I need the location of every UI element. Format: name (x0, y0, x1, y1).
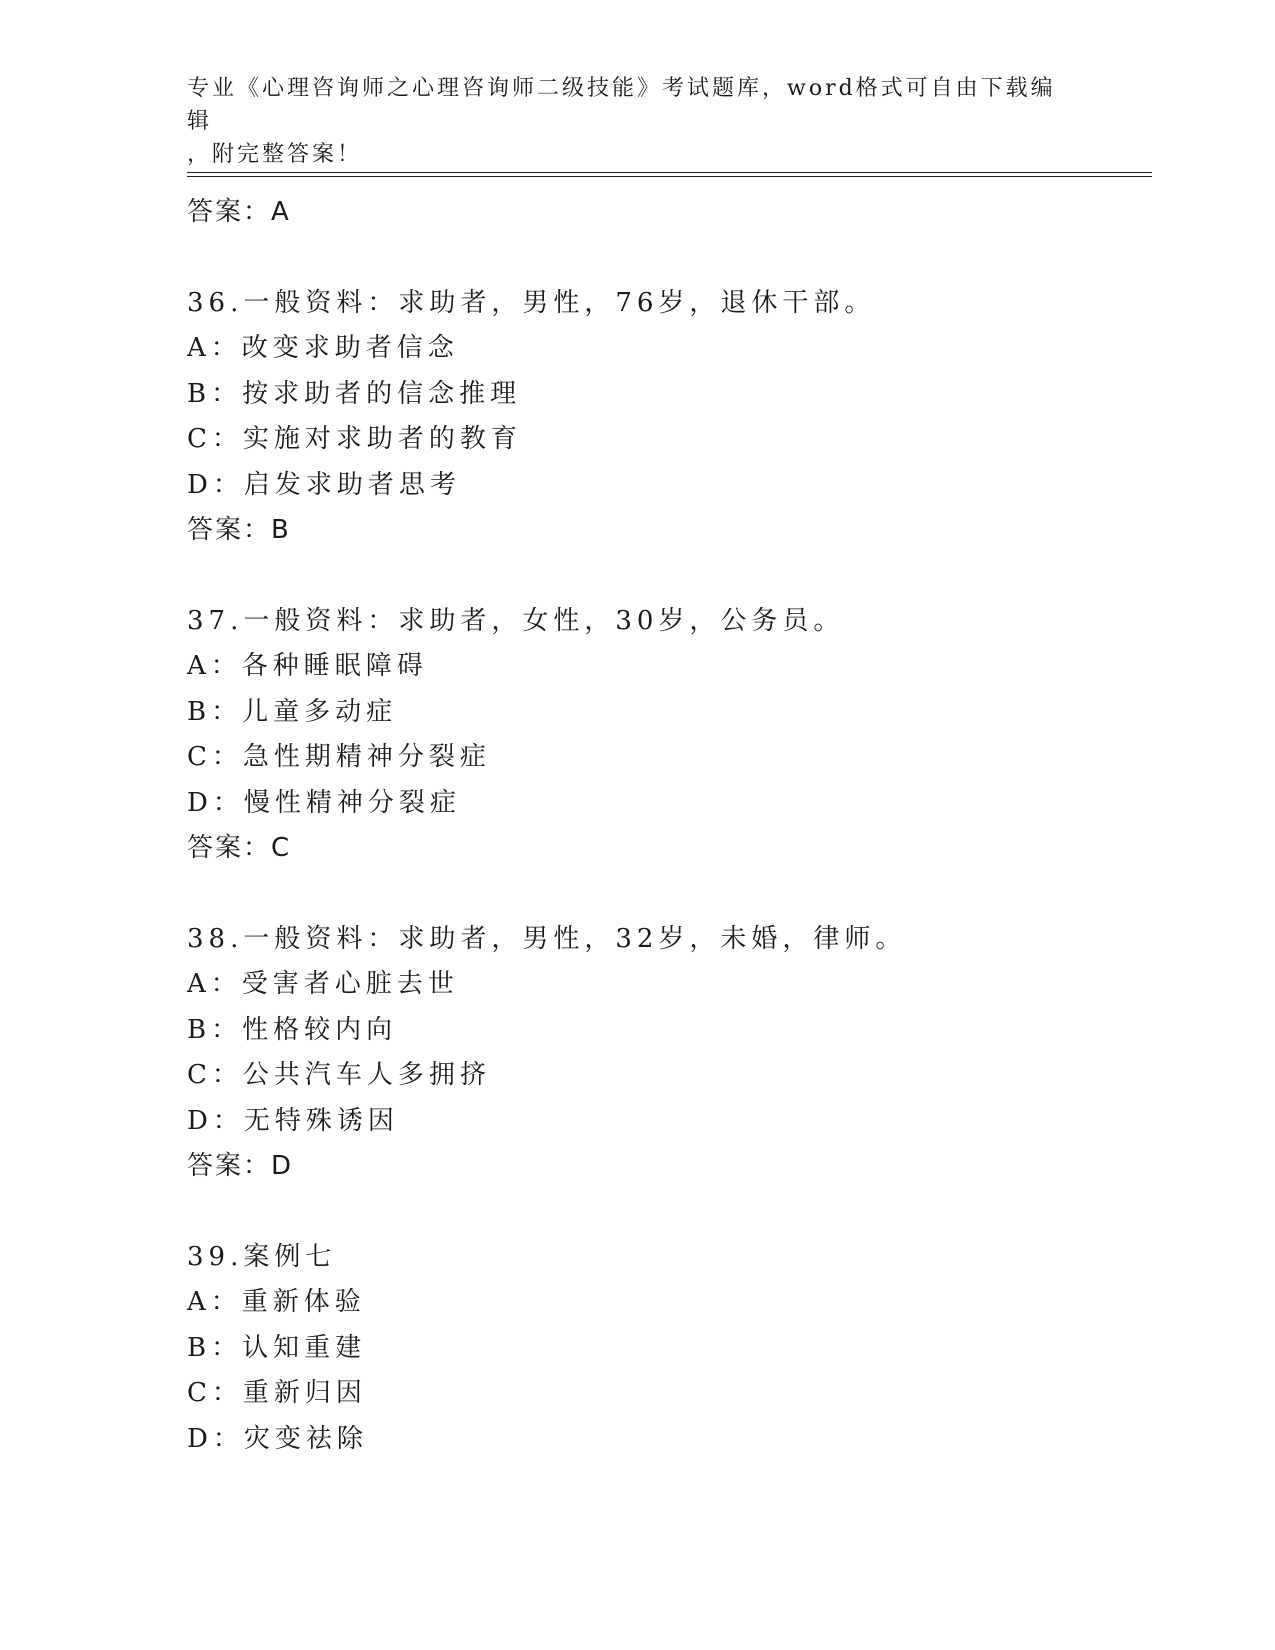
option-d: D：启发求助者思考 (187, 469, 461, 500)
header-rule-top (187, 172, 1152, 173)
option-b: B：性格较内向 (187, 1014, 398, 1045)
page-header (187, 72, 1067, 171)
question-block (187, 1235, 1147, 1463)
question-stem: 36.一般资料：求助者，男性，76岁，退休干部。 (187, 287, 876, 318)
question-block (187, 281, 1147, 554)
option-d: D：慢性精神分裂症 (187, 787, 461, 818)
option-c: C：重新归因 (187, 1378, 367, 1408)
option-a: A：重新体验 (187, 1287, 366, 1317)
header-line-1: 专业《心理咨询师之心理咨询师二级技能》考试题库，word格式可自由下载编辑 (187, 76, 1056, 134)
question-list (187, 190, 1147, 1462)
header-rule-bottom (187, 176, 1152, 177)
option-a: A：受害者心脏去世 (187, 969, 459, 999)
option-b: B：认知重建 (187, 1332, 367, 1363)
option-a: A：各种睡眠障碍 (187, 651, 428, 681)
option-b: B：按求助者的信念推理 (187, 378, 522, 409)
option-c: C：急性期精神分裂症 (187, 742, 491, 772)
option-c: C：实施对求助者的教育 (187, 424, 522, 454)
option-d: D：灾变祛除 (187, 1423, 368, 1454)
option-d: D：无特殊诱因 (187, 1105, 399, 1136)
option-c: C：公共汽车人多拥挤 (187, 1060, 491, 1090)
answer-line: 答案：A (187, 197, 291, 227)
question-block (187, 599, 1147, 872)
answer-line: 答案：C (187, 833, 292, 863)
answer-line: 答案：D (187, 1151, 294, 1181)
question-stem: 39.案例七 (187, 1241, 337, 1272)
answer-line: 答案：B (187, 515, 291, 545)
question-block (187, 917, 1147, 1190)
question-stem: 38.一般资料：求助者，男性，32岁，未婚，律师。 (187, 923, 907, 954)
option-a: A：改变求助者信念 (187, 333, 459, 363)
question-stem: 37.一般资料：求助者，女性，30岁，公务员。 (187, 605, 845, 636)
option-b: B：儿童多动症 (187, 696, 398, 727)
header-line-2: ，附完整答案！ (187, 142, 363, 167)
